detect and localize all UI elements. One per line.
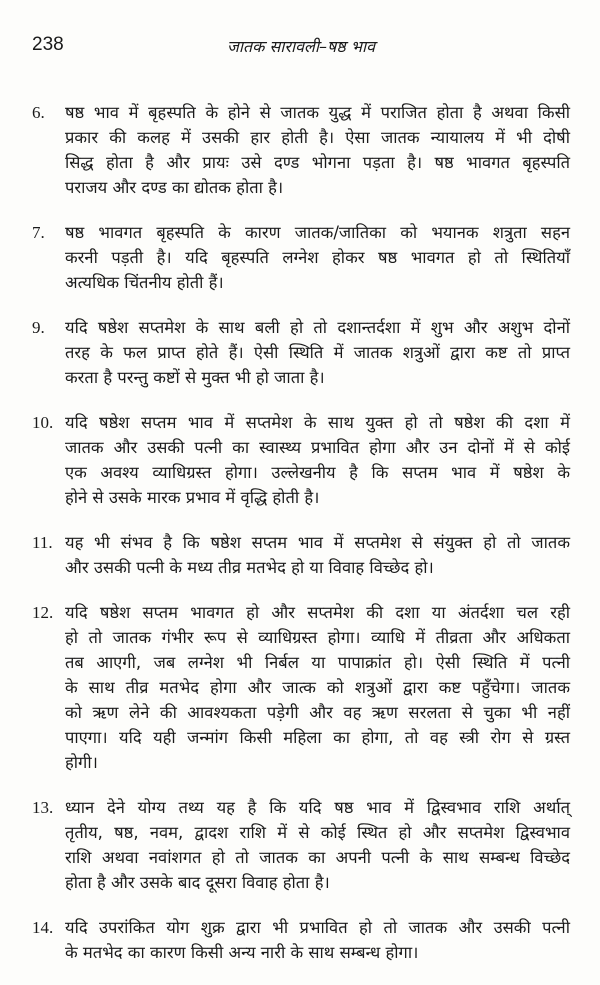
numbered-paragraph (32, 600, 570, 775)
paragraph-number: 12. (32, 603, 54, 622)
paragraph-line: और उसकी पत्नी के मध्य तीव्र मतभेद हो या विवाह विच्छेद हो। (65, 558, 434, 577)
paragraph-line: यदि उपरांकित योग शुक्र द्वारा भी प्रभावित हो तो जातक और उसकी पत्नी (65, 918, 570, 937)
running-title: जातक सारावली–षष्ठ भाव (226, 37, 376, 56)
paragraph-line: अत्यधिक चिंतनीय होती हैं। (65, 273, 224, 292)
paragraph-line: राशि अथवा नवांशगत हो तो जातक का अपनी पत्नी के साथ सम्बन्ध विच्छेद (65, 848, 570, 867)
paragraph-line: होने से उसके मारक प्रभाव में वृद्धि होती है। (65, 488, 320, 507)
paragraph-line: होगी। (65, 753, 98, 772)
numbered-paragraph (32, 220, 570, 295)
paragraph-line: हो तो जातक गंभीर रूप से व्याधिग्रस्त होगा। व्याधि में तीव्रता और अधिकता (65, 628, 570, 647)
paragraph-line: षष्ठ भाव में बृहस्पति के होने से जातक युद्ध में पराजित होता है अथवा किसी (65, 103, 570, 122)
paragraph-line: के मतभेद का कारण किसी अन्य नारी के साथ सम्बन्ध होगा। (65, 943, 419, 962)
paragraph-line: को ऋण लेने की आवश्यकता पड़ेगी और वह ऋण सरलता से चुका भी नहीं (65, 703, 570, 722)
paragraph-number: 6. (32, 103, 45, 122)
paragraph-number: 13. (32, 798, 54, 817)
page-number: 238 (32, 34, 64, 55)
paragraph-line: करनी पड़ती है। यदि बृहस्पति लग्नेश होकर षष्ठ भावगत हो तो स्थितियाँ (65, 248, 570, 267)
paragraph-line: करता है परन्तु कष्टों से मुक्त भी हो जाता है। (65, 368, 325, 387)
numbered-paragraph (32, 100, 570, 200)
numbered-paragraph (32, 410, 570, 510)
paragraph-line: यदि षष्ठेश सप्तम भाव में सप्तमेश के साथ युक्त हो तो षष्ठेश की दशा में (65, 413, 570, 432)
page-body (32, 100, 570, 985)
paragraph-line: यह भी संभव है कि षष्ठेश सप्तम भाव में सप्तमेश से संयुक्त हो तो जातक (65, 533, 570, 552)
paragraph-line: प्रकार की कलह में उसकी हार होती है। ऐसा जातक न्यायालय में भी दोषी (65, 128, 570, 147)
paragraph-line: के साथ तीव्र मतभेद होगा और जात्क को शत्रुओं द्वारा कष्ट पहुँचेगा। जातक (65, 678, 570, 697)
paragraph-line: ध्यान देने योग्य तथ्य यह है कि यदि षष्ठ भाव में द्विस्वभाव राशि अर्थात् (65, 798, 570, 817)
paragraph-line: तरह के फल प्राप्त होते हैं। ऐसी स्थिति में जातक शत्रुओं द्वारा कष्ट तो प्राप्त (65, 343, 570, 362)
paragraph-line: होता है और उसके बाद दूसरा विवाह होता है। (65, 873, 330, 892)
paragraph-line: तृतीय, षष्ठ, नवम, द्वादश राशि में से कोई स्थित हो और सप्तमेश द्विस्वभाव (65, 823, 570, 842)
numbered-paragraph (32, 315, 570, 390)
paragraph-number: 10. (32, 413, 54, 432)
page-header (32, 34, 570, 62)
paragraph-number: 7. (32, 223, 45, 242)
numbered-paragraph (32, 795, 570, 895)
paragraph-line: सिद्ध होता है और प्रायः उसे दण्ड भोगना पड़ता है। षष्ठ भावगत बृहस्पति (65, 153, 570, 172)
numbered-paragraph (32, 530, 570, 580)
paragraph-line: तब आएगी, जब लग्नेश भी निर्बल या पापाक्रांत हो। ऐसी स्थिति में पत्नी (65, 653, 570, 672)
paragraph-number: 14. (32, 918, 54, 937)
paragraph-line: यदि षष्ठेश सप्तमेश के साथ बली हो तो दशान्तर्दशा में शुभ और अशुभ दोनों (65, 318, 570, 337)
paragraph-line: पाएगा। यदि यही जन्मांग किसी महिला का होगा, तो वह स्त्री रोग से ग्रस्त (65, 728, 570, 747)
paragraph-line: षष्ठ भावगत बृहस्पति के कारण जातक/जातिका को भयानक शत्रुता सहन (65, 223, 570, 242)
paragraph-line: जातक और उसकी पत्नी का स्वास्थ्य प्रभावित होगा और उन दोनों में से कोई (65, 438, 570, 457)
paragraph-line: यदि षष्ठेश सप्तम भावगत हो और सप्तमेश की दशा या अंतर्दशा चल रही (65, 603, 570, 622)
paragraph-line: पराजय और दण्ड का द्योतक होता है। (65, 178, 284, 197)
paragraph-line: एक अवश्य व्याधिग्रस्त होगा। उल्लेखनीय है कि सप्तम भाव में षष्ठेश के (65, 463, 570, 482)
numbered-paragraph (32, 915, 570, 965)
paragraph-number: 11. (32, 533, 53, 552)
paragraph-number: 9. (32, 318, 45, 337)
